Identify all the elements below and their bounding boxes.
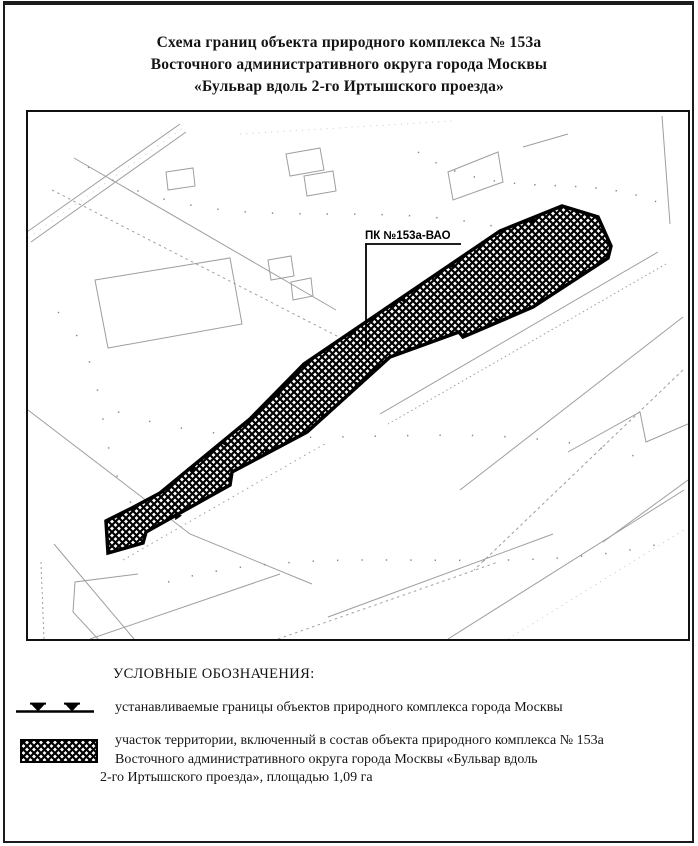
legend-item-boundary-text: устанавливаемые границы объектов природного комплекса города Москвы bbox=[115, 700, 563, 715]
legend-title: УСЛОВНЫЕ ОБОЗНАЧЕНИЯ: bbox=[113, 666, 315, 682]
hatched-area-icon bbox=[20, 739, 98, 763]
boundary-line-icon bbox=[16, 701, 94, 715]
legend-area-text-line-2: Восточного административного округа города Москвы «Бульвар вдоль bbox=[115, 751, 538, 767]
legend-area-text-line-3: 2-го Иртышского проезда», площадью 1,09 га bbox=[100, 770, 373, 785]
map-panel bbox=[26, 110, 690, 641]
document-title bbox=[0, 32, 698, 98]
boundary-scheme-map bbox=[28, 112, 688, 639]
title-line-1: Схема границ объекта природного комплекса № 153а bbox=[156, 34, 542, 51]
title-line-3: «Бульвар вдоль 2-го Иртышского проезда» bbox=[194, 78, 504, 95]
legend-item-area-text bbox=[100, 732, 685, 788]
legend-area-text-line-1: участок территории, включенный в состав объекта природного комплекса № 153а bbox=[115, 733, 604, 748]
area-label: ПК №153а-ВАО bbox=[365, 230, 451, 242]
protected-area-polygon bbox=[106, 206, 611, 553]
title-line-2: Восточного административного округа города Москвы bbox=[150, 56, 548, 73]
